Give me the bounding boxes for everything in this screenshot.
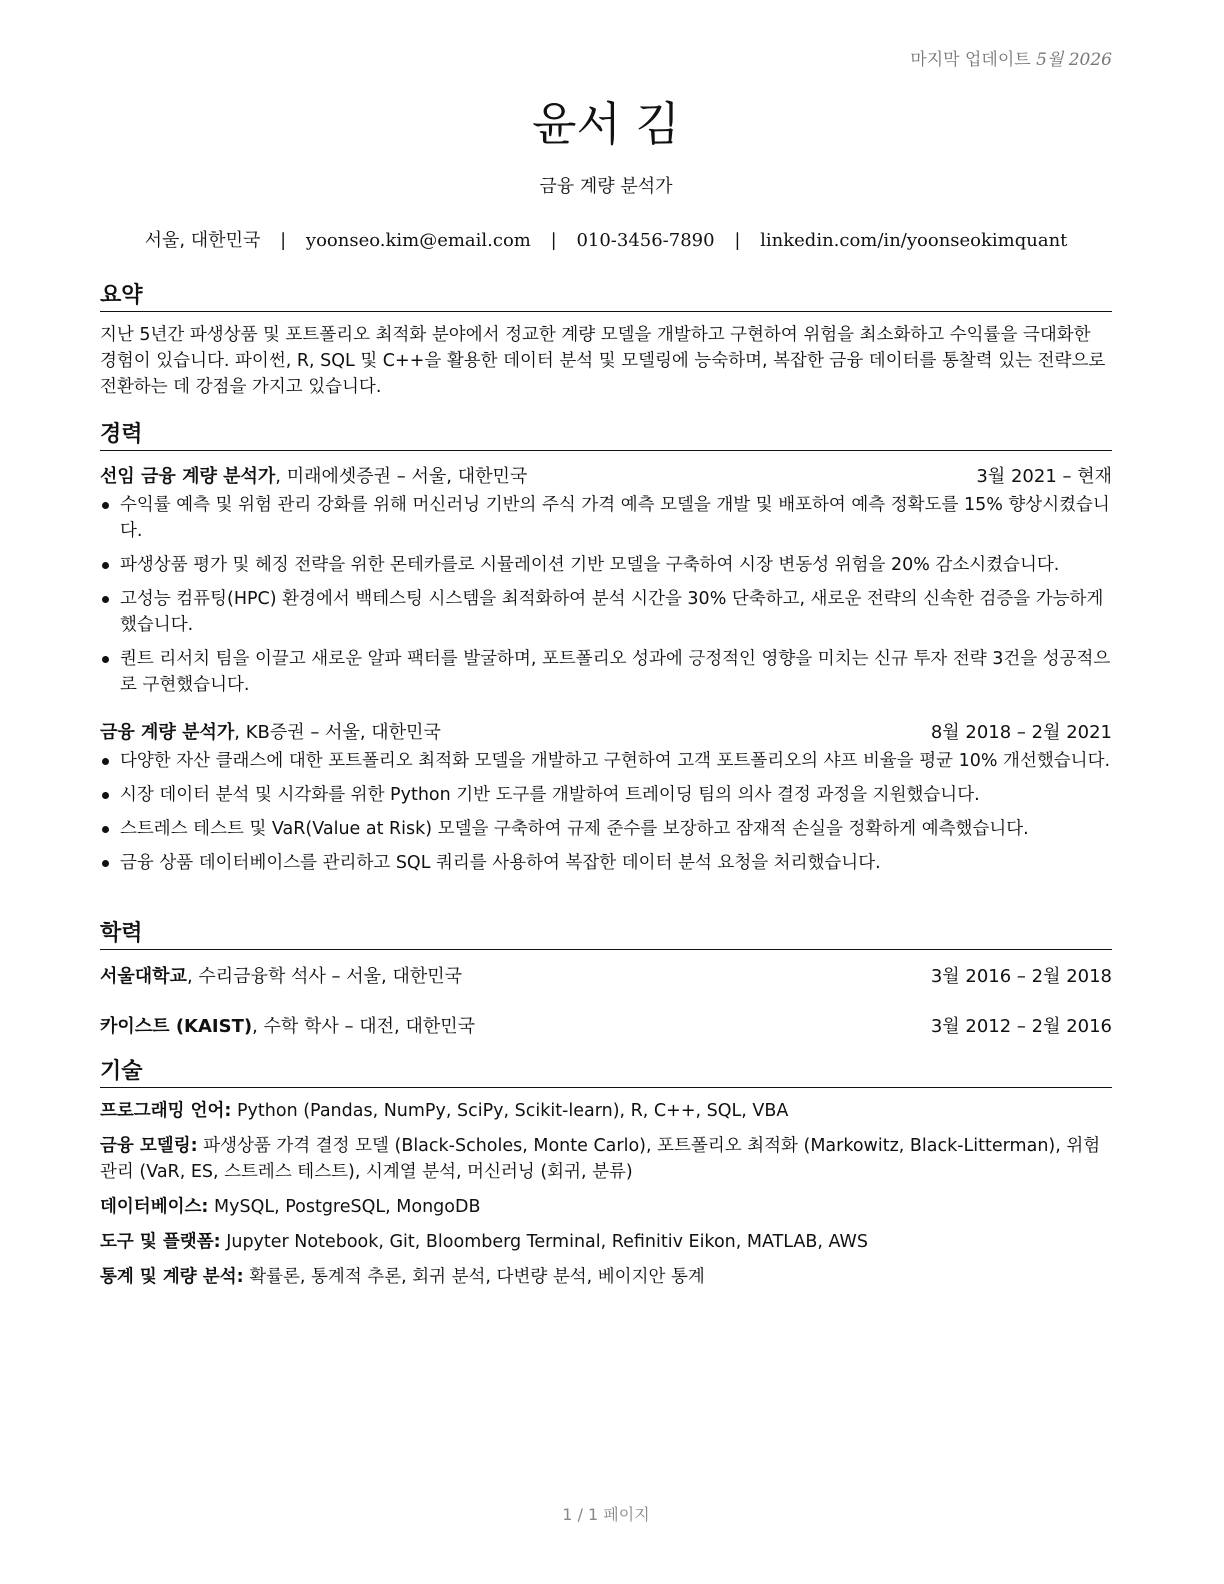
job-title: 금융 계량 분석가 <box>539 176 673 197</box>
skill-value: MySQL, PostgreSQL, MongoDB <box>208 1197 481 1217</box>
job-header <box>100 462 1112 488</box>
skill-row <box>100 1194 1112 1220</box>
skill-label: 도구 및 플랫폼: <box>100 1232 221 1252</box>
candidate-name: 윤서 김 <box>532 97 680 151</box>
skill-label: 데이터베이스: <box>100 1197 209 1217</box>
skill-label: 금융 모델링: <box>100 1136 198 1156</box>
education-dates: 3월 2016 – 2월 2018 <box>930 966 1112 987</box>
job-role: 선임 금융 계량 분석가 <box>100 466 276 487</box>
degree-detail: , 수리금융학 석사 – 서울, 대한민국 <box>186 966 463 987</box>
school-name: 카이스트 (KAIST) <box>100 1016 253 1037</box>
skill-row <box>100 1098 1112 1124</box>
skill-row <box>100 1264 1112 1290</box>
bullet-item: 스트레스 테스트 및 VaR(Value at Risk) 모델을 구축하여 규제 준수를 보장하고 잠재적 손실을 정확하게 예측했습니다. <box>100 816 1112 842</box>
separator: | <box>734 230 741 251</box>
school-name: 서울대학교 <box>100 966 187 987</box>
separator: | <box>550 230 557 251</box>
last-updated: 마지막 업데이트 5월 2026 <box>910 50 1112 70</box>
location: 서울, 대한민국 <box>144 230 261 251</box>
job-org: , 미래에셋증권 – 서울, 대한민국 <box>275 466 528 487</box>
bullet-item: 다양한 자산 클래스에 대한 포트폴리오 최적화 모델을 개발하고 구현하여 고객 포트폴리오의 샤프 비율을 평균 10% 개선했습니다. <box>100 748 1112 774</box>
education-item <box>100 962 1112 988</box>
job-dates: 8월 2018 – 2월 2021 <box>930 722 1112 743</box>
skill-value: Python (Pandas, NumPy, SciPy, Scikit-learn), R, C++, SQL, VBA <box>231 1101 789 1121</box>
skill-label: 통계 및 계량 분석: <box>100 1267 244 1287</box>
skill-value: 확률론, 통계적 추론, 회귀 분석, 다변량 분석, 베이지안 통계 <box>243 1267 705 1287</box>
bullet-item: 퀀트 리서치 팀을 이끌고 새로운 알파 팩터를 발굴하며, 포트폴리오 성과에 긍정적인 영향을 미치는 신규 투자 전략 3건을 성공적으로 구현했습니다. <box>100 646 1112 698</box>
job-bullets <box>100 748 1112 884</box>
separator: | <box>280 230 287 251</box>
bullet-item: 파생상품 평가 및 헤징 전략을 위한 몬테카를로 시뮬레이션 기반 모델을 구축하여 시장 변동성 위험을 20% 감소시켰습니다. <box>100 552 1122 578</box>
skill-row <box>100 1229 1112 1255</box>
skill-label: 프로그래밍 언어: <box>100 1101 232 1121</box>
page-number: 1 / 1 페이지 <box>562 1505 650 1524</box>
bullet-item: 수익률 예측 및 위험 관리 강화를 위해 머신러닝 기반의 주식 가격 예측 모델을 개발 및 배포하여 예측 정확도를 15% 향상시켰습니다. <box>100 492 1112 544</box>
education-item <box>100 1012 1112 1038</box>
skill-value: 파생상품 가격 결정 모델 (Black-Scholes, Monte Carlo), 포트폴리오 최적화 (Markowitz, Black-Litterman), 위험 관리 (VaR, ES, 스트레스 테스트), 시계열 분석, 머신러닝 (회귀, 분류) <box>100 1136 1101 1182</box>
job-header <box>100 718 1112 744</box>
skill-value: Jupyter Notebook, Git, Bloomberg Terminal, Refinitiv Eikon, MATLAB, AWS <box>220 1232 868 1252</box>
section-heading-education: 학력 <box>100 916 1112 950</box>
contact-line <box>100 226 1112 252</box>
section-heading-experience: 경력 <box>100 417 1112 451</box>
job-bullets <box>100 492 1112 706</box>
summary-text: 지난 5년간 파생상품 및 포트폴리오 최적화 분야에서 정교한 계량 모델을 개발하고 구현하여 위험을 최소화하고 수익률을 극대화한 경험이 있습니다. 파이썬, R, SQL 및 C++을 활용한 데이터 분석 및 모델링에 능숙하며, 복잡한 금융 데이터를 통찰력 있는 전략으로 전환하는 데 강점을 가지고 있습니다. <box>100 325 1106 397</box>
linkedin-link[interactable]: linkedin.com/in/yoonseokimquant <box>760 230 1068 251</box>
bullet-item: 금융 상품 데이터베이스를 관리하고 SQL 쿼리를 사용하여 복잡한 데이터 분석 요청을 처리했습니다. <box>100 850 1112 876</box>
job-role: 금융 계량 분석가 <box>100 722 235 743</box>
email-link[interactable]: yoonseo.kim@email.com <box>305 230 531 251</box>
job-dates: 3월 2021 – 현재 <box>976 466 1112 487</box>
bullet-item: 시장 데이터 분석 및 시각화를 위한 Python 기반 도구를 개발하여 트레이딩 팀의 의사 결정 과정을 지원했습니다. <box>100 782 1112 808</box>
phone-number[interactable]: 010-3456-7890 <box>576 230 715 251</box>
degree-detail: , 수학 학사 – 대전, 대한민국 <box>252 1016 476 1037</box>
resume-page <box>100 0 1112 1584</box>
job-org: , KB증권 – 서울, 대한민국 <box>234 722 441 743</box>
education-dates: 3월 2012 – 2월 2016 <box>930 1016 1112 1037</box>
skill-row <box>100 1133 1112 1185</box>
section-heading-summary: 요약 <box>100 278 1112 312</box>
bullet-item: 고성능 컴퓨팅(HPC) 환경에서 백테스팅 시스템을 최적화하여 분석 시간을 30% 단축하고, 새로운 전략의 신속한 검증을 가능하게 했습니다. <box>100 586 1112 638</box>
section-heading-skills: 기술 <box>100 1054 1112 1088</box>
